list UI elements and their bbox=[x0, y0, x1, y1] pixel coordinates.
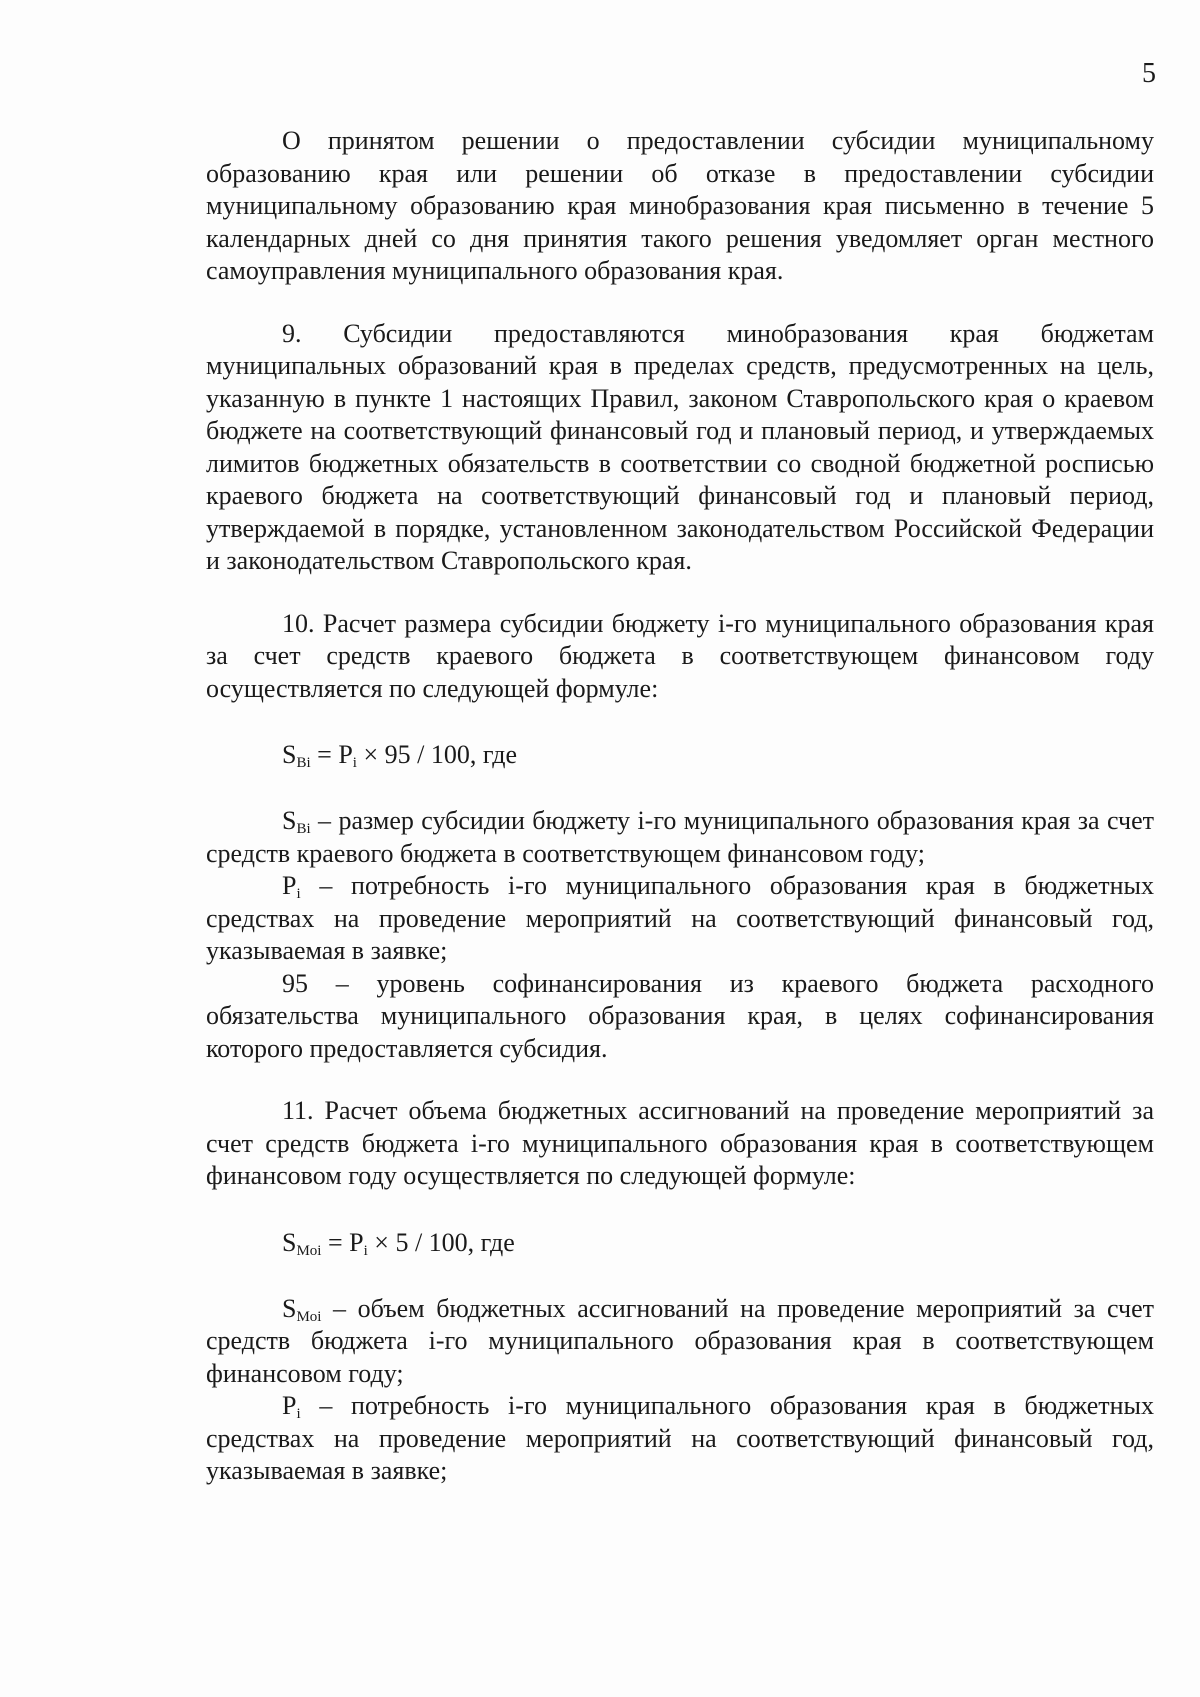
def-text: – потребность i-го муниципального образования края в бюджетных средствах на проведение мероприятий на соответствующий финансовый год, указываемая в заявке; bbox=[206, 871, 1154, 965]
def-text: – объем бюджетных ассигнований на проведение мероприятий за счет средств бюджета i-го муниципального образования края в соответствующем финансовом году; bbox=[206, 1293, 1154, 1388]
formula-p-subscript: i bbox=[363, 1242, 368, 1259]
formula-p-subscript: i bbox=[352, 755, 357, 771]
formula-s-subscript: Bi bbox=[296, 755, 311, 771]
formula-budget-allocations bbox=[206, 1227, 1154, 1259]
definition-cofinancing-level: 95 – уровень софинансирования из краевого бюджета расходного обязательства муниципального образования края, в целях софинансирования которого предоставляется субсидия. bbox=[206, 968, 1154, 1063]
definition-s-moi bbox=[206, 1293, 1154, 1391]
paragraph-10: 10. Расчет размера субсидии бюджету i-го муниципального образования края за счет средств краевого бюджета в соответствующем финансовом году осуществляется по следующей формуле: bbox=[206, 608, 1154, 703]
def-subscript: Bi bbox=[296, 821, 311, 837]
def-text: – размер субсидии бюджету i-го муниципального образования края за счет средств краевого бюджета в соответствующем финансовом году; bbox=[206, 806, 1154, 868]
def-text: – потребность i-го муниципального образования края в бюджетных средствах на проведение мероприятий на соответствующий финансовый год, указываемая в заявке; bbox=[206, 1391, 1154, 1485]
formula-s-subscript: Moi bbox=[296, 1242, 322, 1259]
formula-eq: = P bbox=[321, 1227, 364, 1257]
def-symbol: P bbox=[282, 871, 297, 900]
paragraph-9: 9. Субсидии предоставляются минобразования края бюджетам муниципальных образований края в пределах средств, предусмотренных на цель, указанную в пункте 1 настоящих Правил, законом Ставропольского края о краевом бюджете на соответствующий финансовый год и плановый период, и утверждаемых лимитов бюджетных обязательств в соответствии со сводной бюджетной росписью краевого бюджета на соответствующий финансовый год и плановый период, утверждаемой в порядке, установленном законодательством Российской Федерации и законодательством Ставропольского края. bbox=[206, 318, 1154, 575]
formula-rhs: × 5 / 100, где bbox=[367, 1227, 515, 1257]
formula-s-symbol: S bbox=[282, 740, 297, 769]
def-symbol: S bbox=[282, 1293, 297, 1323]
definition-s-bi bbox=[206, 805, 1154, 870]
formula-subsidy bbox=[206, 739, 1154, 771]
paragraph-11: 11. Расчет объема бюджетных ассигнований на проведение мероприятий за счет средств бюджета i-го муниципального образования края в соответствующем финансовом году осуществляется по следующей формуле: bbox=[206, 1096, 1154, 1190]
def-symbol: S bbox=[282, 806, 297, 835]
document-body bbox=[206, 125, 1154, 1488]
def-subscript: i bbox=[296, 886, 301, 902]
formula-eq: = P bbox=[310, 740, 353, 769]
def-subscript: i bbox=[296, 1406, 301, 1422]
page-number: 5 bbox=[1142, 58, 1156, 89]
def-subscript: Moi bbox=[296, 1308, 322, 1325]
paragraph-decision-notice: О принятом решении о предоставлении субсидии муниципальному образованию края или решении об отказе в предоставлении субсидии муниципальному образованию края минобразования края письменно в течение 5 календарных дней со дня принятия такого решения уведомляет орган местного самоуправления муниципального образования края. bbox=[206, 126, 1154, 285]
formula-rhs: × 95 / 100, где bbox=[356, 740, 517, 769]
definition-p-i-2 bbox=[206, 1390, 1154, 1488]
definition-p-i bbox=[206, 870, 1154, 968]
formula-s-symbol: S bbox=[282, 1227, 297, 1257]
def-symbol: P bbox=[282, 1391, 297, 1420]
